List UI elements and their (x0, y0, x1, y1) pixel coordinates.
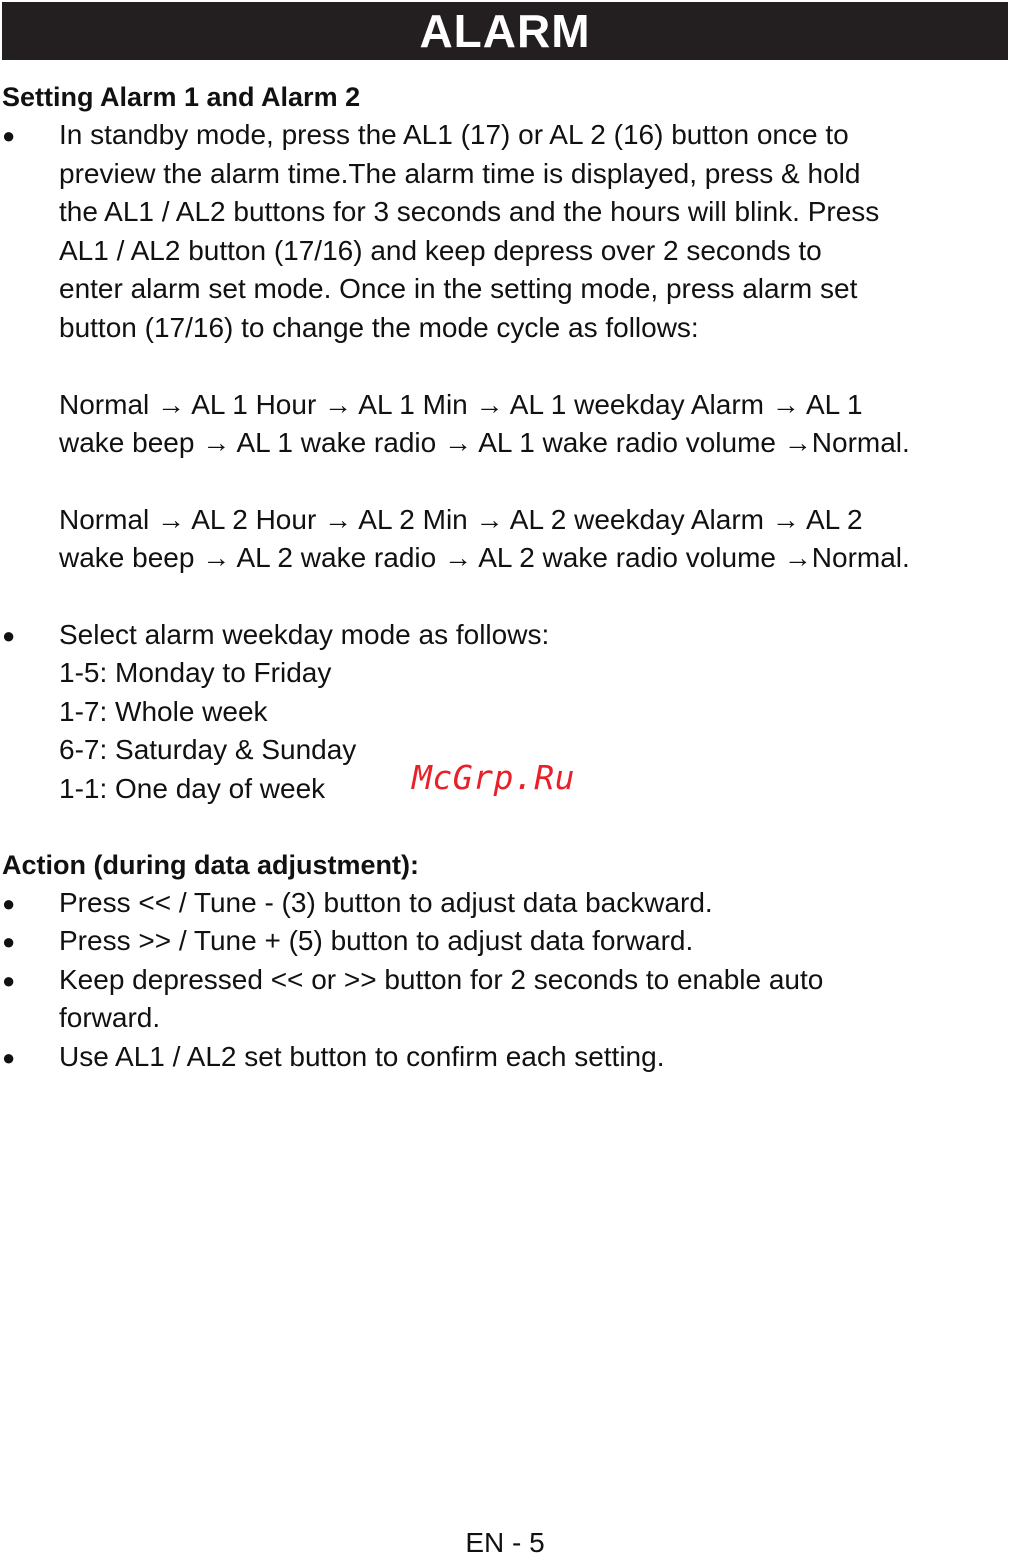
weekday-mode-intro: Select alarm weekday mode as follows: (59, 619, 550, 650)
bullet-marker: ● (2, 891, 16, 916)
paragraph-line: enter alarm set mode. Once in the setting mode, press alarm set (59, 273, 858, 304)
bullet-marker: ● (2, 968, 16, 993)
header-bar (2, 2, 1008, 60)
paragraph-line: the AL1 / AL2 buttons for 3 seconds and the hours will blink. Press (59, 196, 880, 227)
page-number: EN - 5 (465, 1527, 545, 1558)
bullet-marker: ● (2, 623, 16, 648)
cycle-line-al2: wake beep → AL 2 wake radio → AL 2 wake radio volume →Normal. (59, 542, 910, 573)
watermark-logo: McGrp.Ru (412, 758, 575, 797)
action-item-continued: forward. (59, 1002, 161, 1033)
bullet-marker: ● (2, 1045, 16, 1070)
weekday-mode-item: 6-7: Saturday & Sunday (59, 734, 357, 765)
section-heading-action: Action (during data adjustment): (2, 850, 419, 880)
action-item: Keep depressed << or >> button for 2 seconds to enable auto (59, 964, 824, 995)
page-title: ALARM (419, 5, 591, 57)
paragraph-line: preview the alarm time.The alarm time is displayed, press & hold (59, 158, 861, 189)
action-item: Use AL1 / AL2 set button to confirm each setting. (59, 1041, 665, 1072)
paragraph-line: In standby mode, press the AL1 (17) or AL 2 (16) button once to (59, 119, 849, 150)
cycle-line-al2: Normal → AL 2 Hour → AL 2 Min → AL 2 weekday Alarm → AL 2 (59, 504, 863, 535)
weekday-mode-item: 1-5: Monday to Friday (59, 657, 332, 688)
bullet-marker: ● (2, 123, 16, 148)
action-item: Press << / Tune - (3) button to adjust data backward. (59, 887, 713, 918)
cycle-line-al1: wake beep → AL 1 wake radio → AL 1 wake radio volume →Normal. (59, 427, 910, 458)
action-item: Press >> / Tune + (5) button to adjust data forward. (59, 925, 694, 956)
weekday-mode-item: 1-7: Whole week (59, 696, 268, 727)
paragraph-line: button (17/16) to change the mode cycle as follows: (59, 312, 699, 343)
section-heading-setting-alarm: Setting Alarm 1 and Alarm 2 (2, 82, 361, 112)
cycle-line-al1: Normal → AL 1 Hour → AL 1 Min → AL 1 weekday Alarm → AL 1 (59, 389, 863, 420)
bullet-marker: ● (2, 929, 16, 954)
paragraph-line: AL1 / AL2 button (17/16) and keep depress over 2 seconds to (59, 235, 822, 266)
weekday-mode-item: 1-1: One day of week (59, 773, 326, 804)
